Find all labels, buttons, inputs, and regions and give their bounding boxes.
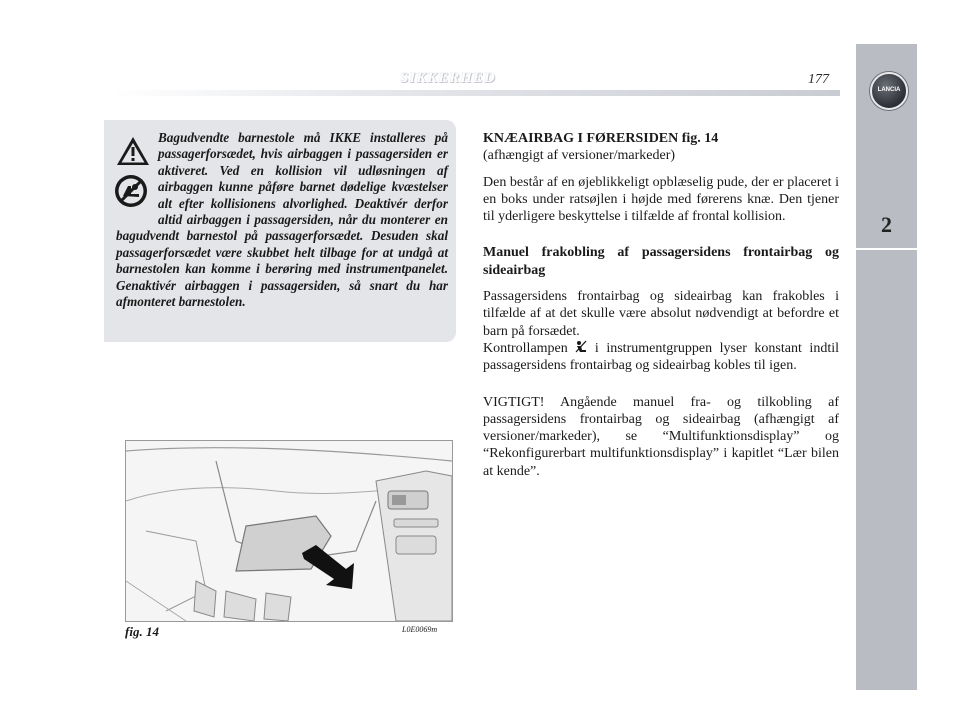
chapter-divider [856, 248, 917, 250]
section-title: SIKKERHED [400, 70, 496, 86]
paragraph-deactivation: Passagersidens frontairbag og sideairbag kan frakobles i tilfælde af at det skulle være absolut nødvendigt at befordre et barn på forsædet. [483, 289, 839, 339]
figure-code: L0E0069m [402, 625, 438, 634]
paragraph-warning-light [483, 340, 839, 375]
figure-image [125, 440, 453, 622]
warning-text-block [116, 130, 448, 310]
paragraph-important: VIGTIGT! Angående manuel fra- og tilkobling af passagersidens frontairbag og sideairbag (afhængigt af versioner/markeder), se “Multifunktionsdisplay” og “Rekonfigurerbart multifunktionsdisplay” i kapitlet “Lær bilen at kende”. [483, 394, 839, 479]
chapter-number: 2 [881, 212, 892, 237]
airbag-child-seat-icon [114, 174, 148, 208]
figure-caption: fig. 14 [125, 624, 159, 639]
chapter-tab [856, 44, 917, 690]
logo-label: LANCIA [877, 87, 901, 93]
heading-knee-airbag: KNÆAIRBAG I FØRERSIDEN fig. 14 [483, 131, 719, 146]
header-rule [112, 90, 840, 96]
paragraph-knee-airbag: Den består af en øjeblikkeligt opblæselig pude, der er placeret i en boks under ratsøjlen i højde med førerens knæ. Den tjener til yderligere beskyttelse i tilfælde af frontal kollision. [483, 174, 839, 225]
heading-manual-deactivation: Manuel frakobling af passagersidens frontairbag og sideairbag [483, 245, 839, 278]
warning-light-text-after: i instrumentgruppen lyser konstant indtil passagersidens frontairbag og sideairbag kobles til igen. [483, 340, 839, 374]
airbag-off-icon [575, 340, 587, 353]
page-number: 177 [808, 72, 829, 87]
lancia-logo-icon [870, 72, 908, 110]
warning-triangle-icon [116, 136, 150, 166]
heading-subtitle: (afhængigt af versioner/markeder) [483, 148, 676, 164]
warning-text: Bagudvendte barnestole må IKKE installeres på passagerforsædet, hvis airbaggen i passagersiden er aktiveret. Ved en kollision vil udløsningen af airbaggen kunne påføre barnet dødelige kvæstelser alt efter kollisionens alvorlighed. Deaktivér derfor altid airbaggen i passagersiden, når du monterer en bagudvendt barnestol på passagerforsædet. Desuden skal passagerforsædet være skubbet helt tilbage for at undgå at barnestolen kan komme i berøring med instrumentpanelet. Genaktivér airbaggen i passagersiden, så snart du har afmonteret barnestolen. [116, 130, 448, 310]
warning-light-text-before: Kontrollampen [483, 340, 576, 356]
main-text-column [483, 130, 839, 480]
